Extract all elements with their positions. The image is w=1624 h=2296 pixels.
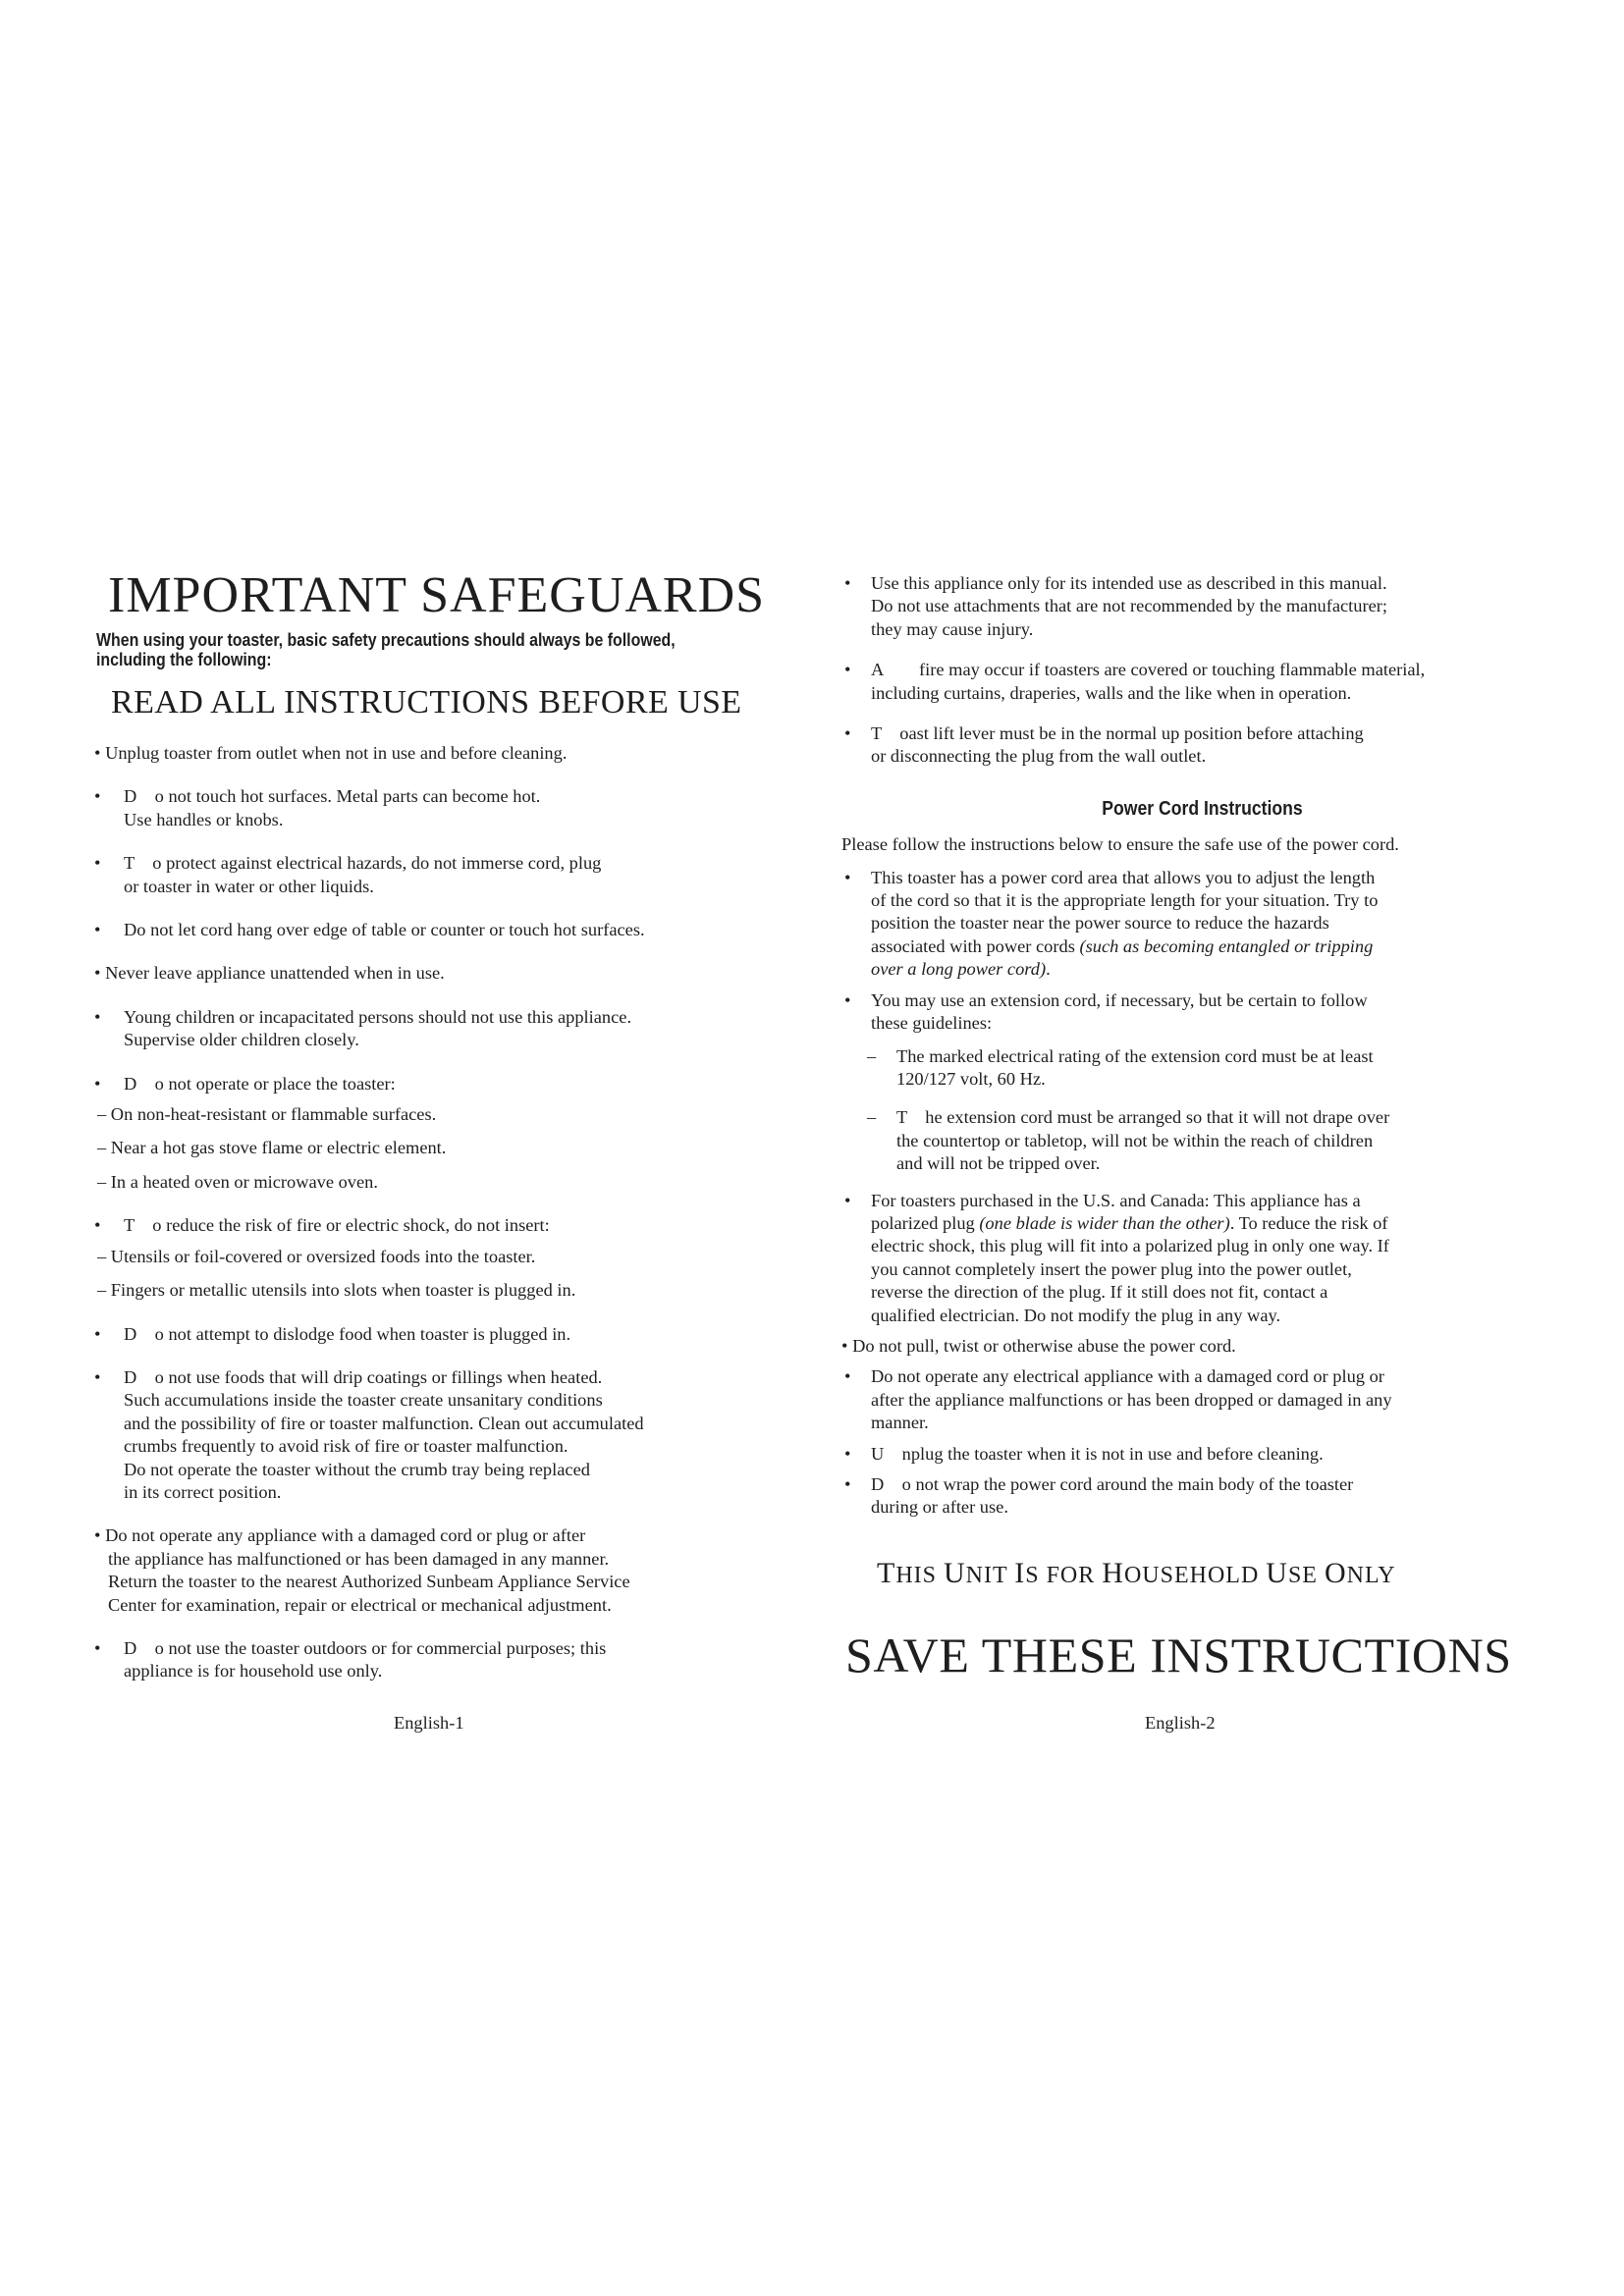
safeguard-text: appliance is for household use only. [124,1661,383,1682]
bullet: • [844,1443,851,1464]
safety-intro-line-2: including the following: [96,649,272,669]
safeguard-text: Never leave appliance unattended when in use. [105,963,445,984]
dash: – [867,1045,877,1066]
right-page [841,572,1563,1682]
cord-item [841,1335,1563,1358]
cord-text: associated with power cords [871,935,1080,956]
safeguard-sub-item: – Utensils or foil-covered or oversized foods into the toaster. [97,1246,536,1266]
safeguard-text: T o reduce the risk of fire or electric shock, do not insert: [124,1215,550,1236]
safeguard-text: Young children or incapacitated persons should not use this appliance. [124,1006,632,1027]
bullet: • [844,723,851,744]
page-number-left: English-1 [394,1713,464,1733]
safeguard-text: D o not touch hot surfaces. Metal parts can become hot. [124,786,541,807]
safety-intro-line-1: When using your toaster, basic safety precautions should always be followed, [96,629,676,650]
safeguard-text: D o not use foods that will drip coatings or fillings when heated. [124,1366,603,1387]
safeguard-text: including curtains, draperies, walls and the like when in operation. [871,682,1352,703]
cord-item [841,867,1563,982]
safeguard-item [841,659,1563,705]
cord-text: manner. [871,1413,929,1433]
extension-guideline [867,1106,1563,1175]
safeguard-text: Do not operate any appliance with a damaged cord or plug or after [105,1525,586,1546]
bullet: • [94,1073,101,1094]
safeguard-text: and the possibility of fire or toaster malfunction. Clean out accumulated [124,1413,644,1433]
safeguard-sub-item: – In a heated oven or microwave oven. [97,1171,378,1192]
bullet: • [94,853,101,874]
cord-item [841,1443,1563,1466]
safeguard-item [94,742,782,765]
safeguard-item [94,1073,782,1195]
household-use-notice: THIS UNIT IS FOR HOUSEHOLD USE ONLY [877,1556,1396,1589]
cord-text: during or after use. [871,1497,1008,1518]
safeguard-text: in its correct position. [124,1481,282,1502]
safeguard-text: Supervise older children closely. [124,1030,359,1050]
safeguard-item [841,572,1563,641]
safeguard-text: D o not attempt to dislodge food when toaster is plugged in. [124,1323,571,1344]
safeguard-sub-item: – On non-heat-resistant or flammable surfaces. [97,1104,437,1125]
page-number-right: English-2 [1145,1713,1216,1733]
bullet: • [94,1637,101,1658]
cord-item [841,1365,1563,1434]
bullet: • [844,989,851,1010]
safeguard-text: T oast lift lever must be in the normal up position before attaching [871,723,1364,744]
cord-text: electric shock, this plug will fit into a polarized plug in only one way. If [871,1236,1389,1256]
safeguard-text: they may cause injury. [871,618,1034,639]
bullet: • [94,1323,101,1344]
cord-text: . [1046,959,1051,980]
safety-intro [96,630,788,669]
safeguard-item [94,962,782,985]
safeguard-item [94,1524,782,1617]
safeguard-text: Use this appliance only for its intended use as described in this manual. [871,573,1387,593]
guideline-text: T he extension cord must be arranged so that it will not drape over [896,1107,1390,1128]
safeguard-item [94,1323,782,1346]
safeguard-item [94,785,782,831]
safeguard-sub-item: – Near a hot gas stove flame or electric element. [97,1138,447,1158]
cord-item [841,989,1563,1176]
cord-text-italic: over a long power cord) [871,959,1047,980]
cord-text: these guidelines: [871,1013,993,1034]
safeguard-text: Return the toaster to the nearest Authorized Sunbeam Appliance Service [108,1572,630,1592]
cord-text: polarized plug [871,1212,980,1233]
guideline-text: The marked electrical rating of the extension cord must be at least [896,1045,1374,1066]
cord-text: Do not pull, twist or otherwise abuse the power cord. [852,1335,1236,1356]
bullet: • [94,1006,101,1027]
cord-text-italic: (such as becoming entangled or tripping [1079,935,1374,956]
bullet: • [94,1366,101,1387]
bullet: • [844,1474,851,1494]
safeguard-item [94,852,782,898]
bullet: • [844,1366,851,1387]
guideline-text: 120/127 volt, 60 Hz. [896,1068,1046,1089]
safeguard-text: Do not let cord hang over edge of table or counter or touch hot surfaces. [124,920,645,940]
save-instructions-title: SAVE THESE INSTRUCTIONS [845,1627,1512,1682]
power-cord-heading: Power Cord Instructions [1102,797,1303,820]
cord-text: U nplug the toaster when it is not in use and before cleaning. [871,1443,1324,1464]
bullet: • [94,743,101,763]
dash: – [867,1107,877,1128]
cord-text-italic: (one blade is wider than the other) [979,1212,1230,1233]
guideline-text: and will not be tripped over. [896,1153,1101,1174]
safeguard-text: or disconnecting the plug from the wall outlet. [871,746,1207,767]
safeguard-text: T o protect against electrical hazards, do not immerse cord, plug [124,853,602,874]
important-safeguards-title: IMPORTANT SAFEGUARDS [108,567,766,623]
safeguard-text: Such accumulations inside the toaster create unsanitary conditions [124,1390,603,1411]
safeguard-text: Do not operate the toaster without the crumb tray being replaced [124,1459,590,1479]
safeguard-text: Use handles or knobs. [124,809,284,829]
bullet: • [94,1525,101,1546]
bullet: • [844,1190,851,1210]
safeguard-text: A fire may occur if toasters are covered or touching flammable material, [871,660,1426,680]
safeguard-item [94,1006,782,1052]
power-cord-intro: Please follow the instructions below to ensure the safe use of the power cord. [841,834,1399,855]
safeguard-item [94,1637,782,1683]
cord-text: of the cord so that it is the appropriate length for your situation. Try to [871,890,1379,911]
cord-item [841,1190,1563,1327]
safeguard-item [94,1366,782,1504]
read-all-instructions-title: READ ALL INSTRUCTIONS BEFORE USE [111,684,742,721]
bullet: • [94,1215,101,1236]
safeguard-item [94,919,782,941]
cord-text: reverse the direction of the plug. If it still does not fit, contact a [871,1282,1328,1303]
cord-text: Do not operate any electrical appliance with a damaged cord or plug or [871,1366,1384,1387]
safeguard-text: or toaster in water or other liquids. [124,876,374,896]
safeguard-sub-item: – Fingers or metallic utensils into slots when toaster is plugged in. [97,1280,576,1301]
left-page [94,567,782,1704]
bullet: • [94,963,101,984]
cord-text: you cannot completely insert the power plug into the power outlet, [871,1258,1352,1279]
safeguard-text: crumbs frequently to avoid risk of fire or toaster malfunction. [124,1436,568,1457]
bullet: • [94,786,101,807]
cord-item [841,1473,1563,1520]
cord-text: . To reduce the risk of [1229,1212,1388,1233]
cord-text: You may use an extension cord, if necessary, but be certain to follow [871,989,1368,1010]
safeguard-item [94,1214,782,1302]
safeguard-text: D o not operate or place the toaster: [124,1073,396,1094]
safeguard-text: Unplug toaster from outlet when not in use and before cleaning. [105,743,568,763]
bullet: • [844,660,851,680]
safeguard-text: Do not use attachments that are not recommended by the manufacturer; [871,596,1387,616]
safeguard-text: Center for examination, repair or electrical or mechanical adjustment. [108,1594,612,1615]
cord-text: position the toaster near the power source to reduce the hazards [871,913,1329,934]
bullet: • [841,1335,848,1356]
cord-text: This toaster has a power cord area that allows you to adjust the length [871,867,1376,887]
cord-text: For toasters purchased in the U.S. and Canada: This appliance has a [871,1190,1361,1210]
safeguard-text: D o not use the toaster outdoors or for commercial purposes; this [124,1637,607,1658]
bullet: • [844,867,851,887]
cord-text: qualified electrician. Do not modify the plug in any way. [871,1305,1281,1325]
safeguard-text: the appliance has malfunctioned or has been damaged in any manner. [108,1548,610,1569]
safeguard-item [841,722,1563,769]
extension-guideline [867,1045,1563,1092]
cord-text: D o not wrap the power cord around the main body of the toaster [871,1474,1354,1494]
bullet: • [94,920,101,940]
bullet: • [844,573,851,593]
guideline-text: the countertop or tabletop, will not be within the reach of children [896,1130,1374,1150]
cord-text: after the appliance malfunctions or has been dropped or damaged in any [871,1389,1392,1410]
